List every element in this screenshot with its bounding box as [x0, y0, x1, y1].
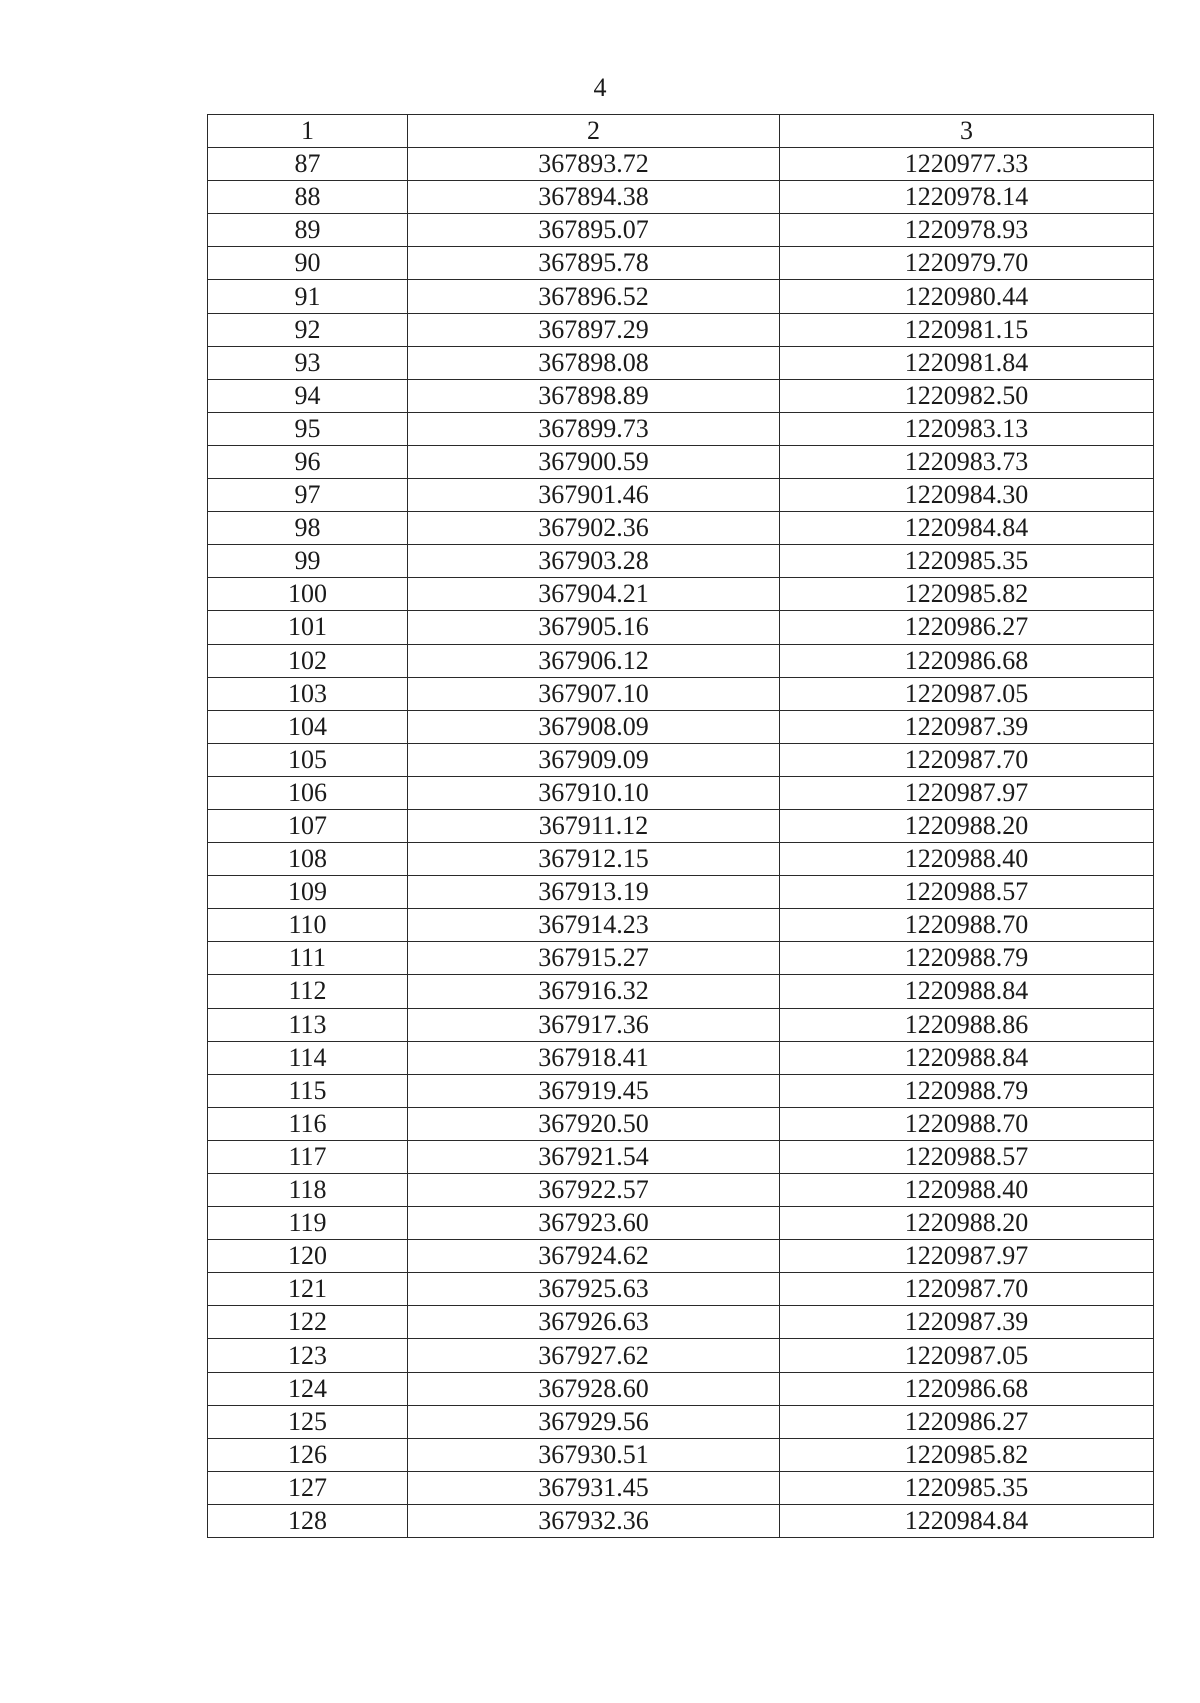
- y-coordinate-cell: 1220985.82: [780, 578, 1154, 611]
- point-number-cell: 99: [208, 545, 408, 578]
- header-row: [208, 115, 1154, 148]
- x-coordinate-cell: 367923.60: [408, 1207, 780, 1240]
- point-number-cell: 124: [208, 1372, 408, 1405]
- y-coordinate-cell: 1220983.13: [780, 412, 1154, 445]
- table-row: [208, 313, 1154, 346]
- y-coordinate-cell: 1220987.05: [780, 1339, 1154, 1372]
- y-coordinate-cell: 1220987.97: [780, 1240, 1154, 1273]
- y-coordinate-cell: 1220988.40: [780, 843, 1154, 876]
- table-body: [208, 148, 1154, 1538]
- x-coordinate-cell: 367908.09: [408, 710, 780, 743]
- x-coordinate-cell: 367906.12: [408, 644, 780, 677]
- x-coordinate-cell: 367893.72: [408, 148, 780, 181]
- table-row: [208, 1207, 1154, 1240]
- column-header-2: 2: [408, 115, 780, 148]
- table-row: [208, 1372, 1154, 1405]
- table-row: [208, 1107, 1154, 1140]
- y-coordinate-cell: 1220984.84: [780, 512, 1154, 545]
- table-row: [208, 379, 1154, 412]
- x-coordinate-cell: 367903.28: [408, 545, 780, 578]
- point-number-cell: 110: [208, 909, 408, 942]
- table-row: [208, 545, 1154, 578]
- table-row: [208, 743, 1154, 776]
- table-row: [208, 776, 1154, 809]
- point-number-cell: 123: [208, 1339, 408, 1372]
- table-row: [208, 942, 1154, 975]
- point-number-cell: 113: [208, 1008, 408, 1041]
- y-coordinate-cell: 1220987.97: [780, 776, 1154, 809]
- table-row: [208, 148, 1154, 181]
- x-coordinate-cell: 367930.51: [408, 1438, 780, 1471]
- x-coordinate-cell: 367931.45: [408, 1471, 780, 1504]
- x-coordinate-cell: 367912.15: [408, 843, 780, 876]
- y-coordinate-cell: 1220988.86: [780, 1008, 1154, 1041]
- table-row: [208, 181, 1154, 214]
- point-number-cell: 91: [208, 280, 408, 313]
- x-coordinate-cell: 367909.09: [408, 743, 780, 776]
- coordinates-table: [207, 114, 1154, 1538]
- x-coordinate-cell: 367902.36: [408, 512, 780, 545]
- table-row: [208, 843, 1154, 876]
- x-coordinate-cell: 367911.12: [408, 809, 780, 842]
- point-number-cell: 105: [208, 743, 408, 776]
- table-row: [208, 1140, 1154, 1173]
- x-coordinate-cell: 367914.23: [408, 909, 780, 942]
- point-number-cell: 87: [208, 148, 408, 181]
- x-coordinate-cell: 367905.16: [408, 611, 780, 644]
- point-number-cell: 103: [208, 677, 408, 710]
- x-coordinate-cell: 367926.63: [408, 1306, 780, 1339]
- point-number-cell: 96: [208, 445, 408, 478]
- x-coordinate-cell: 367901.46: [408, 479, 780, 512]
- table-row: [208, 412, 1154, 445]
- point-number-cell: 97: [208, 479, 408, 512]
- x-coordinate-cell: 367927.62: [408, 1339, 780, 1372]
- x-coordinate-cell: 367898.08: [408, 346, 780, 379]
- table-row: [208, 1174, 1154, 1207]
- y-coordinate-cell: 1220981.84: [780, 346, 1154, 379]
- point-number-cell: 115: [208, 1074, 408, 1107]
- point-number-cell: 121: [208, 1273, 408, 1306]
- table-row: [208, 1240, 1154, 1273]
- y-coordinate-cell: 1220984.30: [780, 479, 1154, 512]
- table-row: [208, 809, 1154, 842]
- table-row: [208, 710, 1154, 743]
- x-coordinate-cell: 367899.73: [408, 412, 780, 445]
- table-row: [208, 677, 1154, 710]
- y-coordinate-cell: 1220988.40: [780, 1174, 1154, 1207]
- point-number-cell: 89: [208, 214, 408, 247]
- table-row: [208, 1405, 1154, 1438]
- x-coordinate-cell: 367925.63: [408, 1273, 780, 1306]
- table-row: [208, 644, 1154, 677]
- x-coordinate-cell: 367915.27: [408, 942, 780, 975]
- coordinates-table-container: [207, 114, 1153, 1538]
- point-number-cell: 108: [208, 843, 408, 876]
- point-number-cell: 125: [208, 1405, 408, 1438]
- y-coordinate-cell: 1220986.27: [780, 611, 1154, 644]
- x-coordinate-cell: 367920.50: [408, 1107, 780, 1140]
- y-coordinate-cell: 1220988.20: [780, 809, 1154, 842]
- point-number-cell: 102: [208, 644, 408, 677]
- y-coordinate-cell: 1220988.70: [780, 909, 1154, 942]
- y-coordinate-cell: 1220986.68: [780, 644, 1154, 677]
- table-row: [208, 1504, 1154, 1537]
- column-header-3: 3: [780, 115, 1154, 148]
- y-coordinate-cell: 1220987.39: [780, 710, 1154, 743]
- x-coordinate-cell: 367921.54: [408, 1140, 780, 1173]
- table-row: [208, 1339, 1154, 1372]
- point-number-cell: 114: [208, 1041, 408, 1074]
- table-row: [208, 1471, 1154, 1504]
- x-coordinate-cell: 367895.07: [408, 214, 780, 247]
- table-row: [208, 1074, 1154, 1107]
- x-coordinate-cell: 367922.57: [408, 1174, 780, 1207]
- x-coordinate-cell: 367928.60: [408, 1372, 780, 1405]
- point-number-cell: 122: [208, 1306, 408, 1339]
- point-number-cell: 90: [208, 247, 408, 280]
- table-row: [208, 280, 1154, 313]
- y-coordinate-cell: 1220988.57: [780, 1140, 1154, 1173]
- y-coordinate-cell: 1220979.70: [780, 247, 1154, 280]
- y-coordinate-cell: 1220988.79: [780, 1074, 1154, 1107]
- y-coordinate-cell: 1220987.70: [780, 743, 1154, 776]
- point-number-cell: 98: [208, 512, 408, 545]
- y-coordinate-cell: 1220985.35: [780, 1471, 1154, 1504]
- x-coordinate-cell: 367895.78: [408, 247, 780, 280]
- y-coordinate-cell: 1220977.33: [780, 148, 1154, 181]
- point-number-cell: 126: [208, 1438, 408, 1471]
- x-coordinate-cell: 367907.10: [408, 677, 780, 710]
- point-number-cell: 95: [208, 412, 408, 445]
- table-row: [208, 479, 1154, 512]
- y-coordinate-cell: 1220981.15: [780, 313, 1154, 346]
- point-number-cell: 127: [208, 1471, 408, 1504]
- y-coordinate-cell: 1220984.84: [780, 1504, 1154, 1537]
- x-coordinate-cell: 367924.62: [408, 1240, 780, 1273]
- y-coordinate-cell: 1220982.50: [780, 379, 1154, 412]
- table-row: [208, 578, 1154, 611]
- point-number-cell: 109: [208, 876, 408, 909]
- y-coordinate-cell: 1220978.93: [780, 214, 1154, 247]
- table-row: [208, 445, 1154, 478]
- point-number-cell: 101: [208, 611, 408, 644]
- y-coordinate-cell: 1220988.84: [780, 975, 1154, 1008]
- point-number-cell: 120: [208, 1240, 408, 1273]
- x-coordinate-cell: 367894.38: [408, 181, 780, 214]
- point-number-cell: 94: [208, 379, 408, 412]
- table-row: [208, 346, 1154, 379]
- page-number: 4: [593, 73, 607, 102]
- x-coordinate-cell: 367910.10: [408, 776, 780, 809]
- y-coordinate-cell: 1220988.84: [780, 1041, 1154, 1074]
- y-coordinate-cell: 1220987.70: [780, 1273, 1154, 1306]
- table-row: [208, 512, 1154, 545]
- x-coordinate-cell: 367929.56: [408, 1405, 780, 1438]
- point-number-cell: 107: [208, 809, 408, 842]
- table-row: [208, 1041, 1154, 1074]
- y-coordinate-cell: 1220986.68: [780, 1372, 1154, 1405]
- table-row: [208, 909, 1154, 942]
- point-number-cell: 117: [208, 1140, 408, 1173]
- y-coordinate-cell: 1220986.27: [780, 1405, 1154, 1438]
- point-number-cell: 88: [208, 181, 408, 214]
- x-coordinate-cell: 367913.19: [408, 876, 780, 909]
- x-coordinate-cell: 367897.29: [408, 313, 780, 346]
- x-coordinate-cell: 367898.89: [408, 379, 780, 412]
- y-coordinate-cell: 1220988.20: [780, 1207, 1154, 1240]
- x-coordinate-cell: 367904.21: [408, 578, 780, 611]
- column-header-1: 1: [208, 115, 408, 148]
- point-number-cell: 116: [208, 1107, 408, 1140]
- point-number-cell: 118: [208, 1174, 408, 1207]
- table-row: [208, 1273, 1154, 1306]
- point-number-cell: 112: [208, 975, 408, 1008]
- table-row: [208, 876, 1154, 909]
- y-coordinate-cell: 1220985.82: [780, 1438, 1154, 1471]
- x-coordinate-cell: 367919.45: [408, 1074, 780, 1107]
- x-coordinate-cell: 367900.59: [408, 445, 780, 478]
- y-coordinate-cell: 1220985.35: [780, 545, 1154, 578]
- point-number-cell: 104: [208, 710, 408, 743]
- y-coordinate-cell: 1220988.79: [780, 942, 1154, 975]
- table-header: [208, 115, 1154, 148]
- table-row: [208, 611, 1154, 644]
- table-row: [208, 1438, 1154, 1471]
- point-number-cell: 100: [208, 578, 408, 611]
- y-coordinate-cell: 1220983.73: [780, 445, 1154, 478]
- x-coordinate-cell: 367918.41: [408, 1041, 780, 1074]
- y-coordinate-cell: 1220987.39: [780, 1306, 1154, 1339]
- table-row: [208, 1008, 1154, 1041]
- x-coordinate-cell: 367896.52: [408, 280, 780, 313]
- table-row: [208, 975, 1154, 1008]
- point-number-cell: 93: [208, 346, 408, 379]
- table-row: [208, 214, 1154, 247]
- point-number-cell: 119: [208, 1207, 408, 1240]
- x-coordinate-cell: 367916.32: [408, 975, 780, 1008]
- x-coordinate-cell: 367917.36: [408, 1008, 780, 1041]
- table-row: [208, 1306, 1154, 1339]
- point-number-cell: 106: [208, 776, 408, 809]
- y-coordinate-cell: 1220987.05: [780, 677, 1154, 710]
- y-coordinate-cell: 1220980.44: [780, 280, 1154, 313]
- y-coordinate-cell: 1220988.57: [780, 876, 1154, 909]
- y-coordinate-cell: 1220988.70: [780, 1107, 1154, 1140]
- table-row: [208, 247, 1154, 280]
- point-number-cell: 92: [208, 313, 408, 346]
- point-number-cell: 111: [208, 942, 408, 975]
- point-number-cell: 128: [208, 1504, 408, 1537]
- x-coordinate-cell: 367932.36: [408, 1504, 780, 1537]
- y-coordinate-cell: 1220978.14: [780, 181, 1154, 214]
